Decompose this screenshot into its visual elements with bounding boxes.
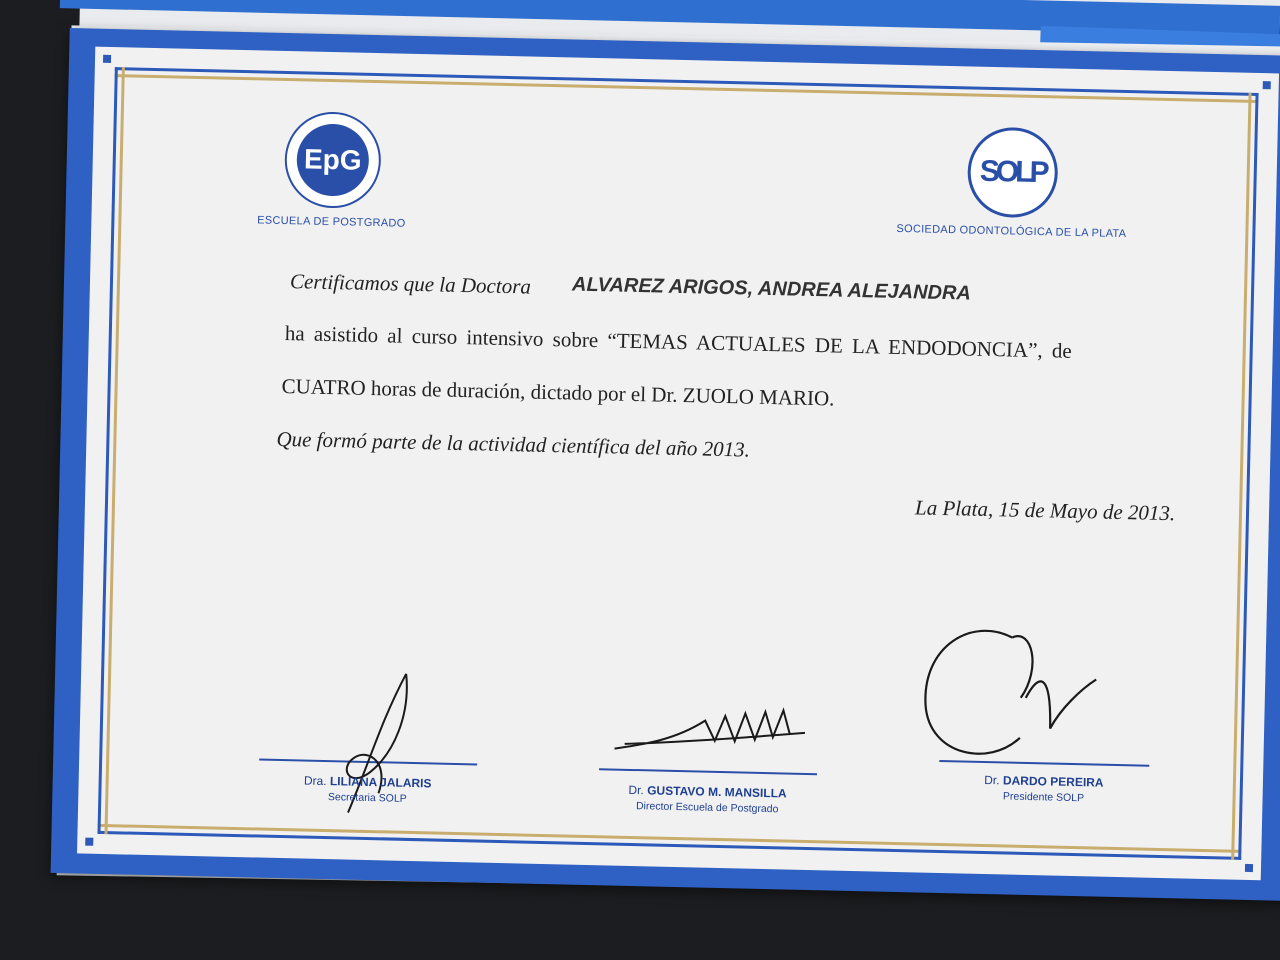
duration-line: CUATRO horas de duración, dictado por el Dr. ZUOLO MARIO. [281,373,835,411]
place-date: La Plata, 15 de Mayo de 2013. [914,495,1176,526]
signature-scribble-3 [899,605,1123,780]
signature-scribble-2 [604,688,826,773]
certificate-sheet [51,28,1280,901]
recipient-name: ALVAREZ ARIGOS, ANDREA ALEJANDRA [571,273,972,305]
epg-logo [241,110,424,230]
solp-caption: SOCIEDAD ODONTOLÓGICA DE LA PLATA [896,222,1127,241]
solp-logo [891,125,1133,240]
signatory-1: Dra. LILIANA JALARIS Secretaria SOLP [303,773,432,805]
course-line: ha asistido al curso intensivo sobre “TEMAS ACTUALES DE LA ENDODONCIA”, de [284,321,1073,363]
epg-caption: ESCUELA DE POSTGRADO [257,214,406,230]
intro-text: Certificamos que la Doctora [289,269,532,299]
solp-seal-icon: SOLP [967,126,1059,218]
signatory-3: Dr. DARDO PEREIRA Presidente SOLP [984,772,1104,805]
certificate-paper [77,47,1279,881]
epg-seal-icon: EpG [284,111,382,209]
signatory-2: Dr. GUSTAVO M. MANSILLA Director Escuela de Postgrado [628,782,787,816]
activity-line: Que formó parte de la actividad científica del año 2013. [276,426,751,462]
